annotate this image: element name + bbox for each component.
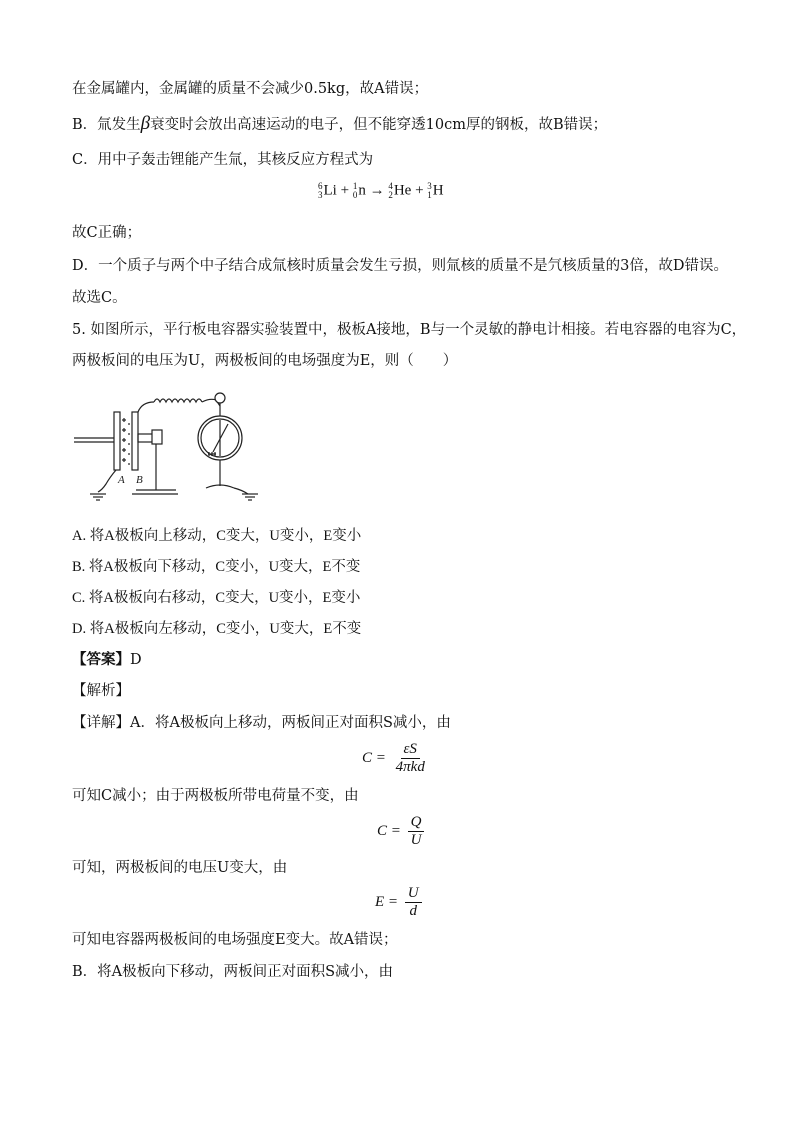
spring-wire: [154, 399, 202, 402]
text-line-3: C．用中子轰击锂能产生氚，其核反应方程式为: [72, 152, 374, 168]
answer-label: 【答案】: [72, 651, 130, 668]
plate-b: [132, 412, 138, 470]
equation-field: E = $\frac{U}{d}$: [375, 885, 422, 920]
plus-sign-2: +: [415, 182, 424, 199]
question-stem-1: 5. 如图所示，平行板电容器实验装置中，极板A接地，B与一个灵敏的静电计相接。若电容器的电容为C，: [72, 322, 747, 338]
option-b: B. 将A极板向下移动，C变小，U变大，E不变: [72, 559, 361, 575]
answer-value: D: [130, 652, 142, 668]
detail-line-2: 可知C减小；由于两极板所带电荷量不变，由: [72, 788, 359, 804]
charge-marks: [122, 418, 130, 464]
beta-symbol: β: [140, 113, 151, 134]
text-line-2-a: B．氚发生: [72, 117, 141, 133]
equation-charge: C = $\frac{Q}{U}$: [377, 814, 424, 849]
he-symbol: He: [393, 182, 412, 199]
plate-a: [114, 412, 120, 470]
capacitor-electrometer-figure: [70, 382, 270, 504]
detail-line-3: 可知，两极板间的电压U变大，由: [72, 860, 288, 876]
li-isotope-numbers: 6 3: [318, 181, 323, 200]
detail-line-4: 可知电容器两极板间的电场强度E变大。故A错误；: [72, 932, 398, 948]
neutron-symbol: n: [358, 182, 366, 199]
answer-line: [72, 650, 142, 670]
plate-a-label: A: [118, 474, 125, 486]
text-line-1: 在金属罐内，金属罐的质量不会减少0.5kg，故A错误；: [72, 81, 429, 97]
equation-capacitance: C = $\frac{\varepsilon S}{\text{4πkd}}$: [362, 741, 425, 775]
analysis-label: 【解析】: [72, 683, 130, 699]
text-line-4: 故C正确；: [72, 225, 142, 241]
text-line-5: D．一个质子与两个中子结合成氚核时质量会发生亏损，则氚核的质量不是氕核质量的3倍，故D错误。: [72, 258, 728, 274]
li-symbol: Li: [323, 182, 337, 199]
n-isotope-numbers: 1 0: [352, 181, 358, 200]
question-stem-2: 两极板间的电压为U，两极板间的电场强度为E，则（ ）: [72, 353, 458, 369]
plate-b-label: B: [136, 474, 143, 486]
ground-wire: [98, 470, 116, 492]
h-isotope-numbers: 3 1: [427, 181, 432, 200]
reaction-arrow: →: [369, 182, 385, 199]
nuclear-reaction-equation: [318, 182, 444, 200]
h-symbol: H: [432, 182, 444, 199]
option-a: A. 将A极板向上移动，C变大，U变小，E变小: [72, 528, 362, 544]
text-line-2-b: 衰变时会放出高速运动的电子，但不能穿透10cm厚的钢板，故B错误；: [150, 117, 608, 133]
option-d: D. 将A极板向左移动，C变小，U变大，E不变: [72, 621, 362, 637]
option-c: C. 将A极板向右移动，C变大，U变小，E变小: [72, 590, 361, 606]
text-line-2: [72, 114, 607, 135]
text-line-6: 故选C。: [72, 290, 127, 306]
electrometer-knob: [215, 393, 225, 403]
detail-line-1: 【详解】A．将A极板向上移动，两板间正对面积S减小，由: [72, 715, 451, 731]
he-isotope-numbers: 4 2: [388, 181, 393, 200]
plus-sign: +: [340, 182, 350, 199]
detail-line-5: B．将A极板向下移动，两板间正对面积S减小，由: [72, 964, 394, 980]
electrometer-base: [206, 485, 234, 488]
